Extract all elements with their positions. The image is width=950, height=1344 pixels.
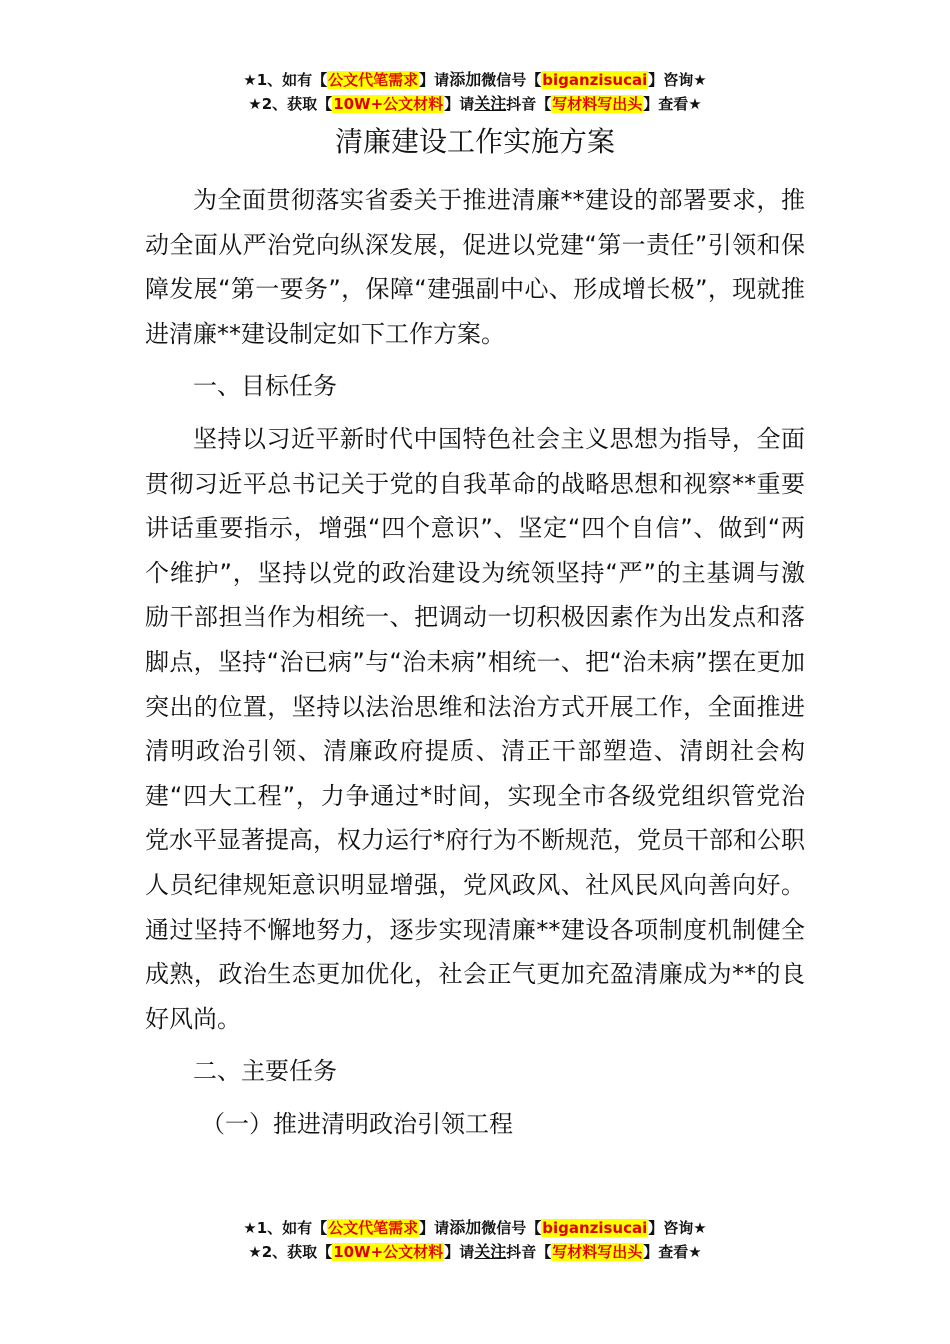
footer-ad-line1-emphasis: 添加 <box>449 1218 482 1237</box>
section-1-paragraph: 坚持以习近平新时代中国特色社会主义思想为指导，全面贯彻习近平总书记关于党的自我革命的战略思想和视察**重要讲话重要指示，增强“四个意识”、坚定“四个自信”、做到“两个维护”，坚持以党的政治建设为统领坚持“严”的主基调与激励干部担当作为相统一、把调动一切积极因素作为出发点和落脚点，坚持“治已病”与“治未病”相统一、把“治未病”摆在更加突出的位置，坚持以法治思维和法治方式开展工作，全面推进清明政治引领、清廉政府提质、清正干部塑造、清朗社会构建“四大工程”，力争通过*时间，实现全市各级党组织管党治党水平显著提高，权力运行*府行为不断规范，党员干部和公职人员纪律规矩意识明显增强，党风政风、社风民风向善向好。通过坚持不懈地努力，逐步实现清廉**建设各项制度机制健全成熟，政治生态更加优化，社会正气更加充盈清廉成为**的良好风尚。 <box>145 424 805 1033</box>
footer-ad-line1-highlight-wechat: biganzisucai <box>542 1219 648 1237</box>
intro-paragraph: 为全面贯彻落实省委关于推进清廉**建设的部署要求，推动全面从严治党向纵深发展，促进以党建“第一责任”引领和保障发展“第一要务”，保障“建强副中心、形成增长极”，现就推进清廉**建设制定如下工作方案。 <box>145 186 805 348</box>
footer-ad-line1-highlight-service: 公文代笔需求 <box>328 1219 419 1237</box>
section-2-heading: 二、主要任务 <box>193 1057 337 1086</box>
footer-ad-line-1 <box>0 1216 950 1240</box>
footer-ad-line2-suffix: 】查看★ <box>643 1243 702 1261</box>
ad-line-1 <box>0 68 950 92</box>
ad-line2-emphasis: 关注 <box>474 94 507 113</box>
ad-line2-highlight-materials: 10W+公文材料 <box>333 95 444 113</box>
document-title: 清廉建设工作实施方案 <box>334 125 615 158</box>
subsection-1-heading: （一）推进清明政治引领工程 <box>201 1109 513 1138</box>
footer-ad-notice <box>0 1216 950 1264</box>
header-ad-notice <box>0 68 950 116</box>
ad-line2-mid1: 】请 <box>444 95 475 113</box>
footer-ad-line1-prefix: ★1、如有【 <box>243 1219 328 1237</box>
ad-line2-highlight-douyin: 写材料写出头 <box>552 95 643 113</box>
ad-line2-mid2: 抖音【 <box>506 95 552 113</box>
document-body <box>145 178 805 1146</box>
ad-line1-mid1: 】请 <box>419 71 450 89</box>
ad-line1-highlight-wechat: biganzisucai <box>542 71 648 89</box>
ad-line-2 <box>0 92 950 116</box>
ad-line1-prefix: ★1、如有【 <box>243 71 328 89</box>
ad-line1-emphasis: 添加 <box>449 70 482 89</box>
footer-ad-line2-mid2: 抖音【 <box>506 1243 552 1261</box>
ad-line1-mid2: 微信号【 <box>481 71 542 89</box>
footer-ad-line2-prefix: ★2、获取【 <box>248 1243 333 1261</box>
footer-ad-line2-highlight-douyin: 写材料写出头 <box>552 1243 643 1261</box>
ad-line2-prefix: ★2、获取【 <box>248 95 333 113</box>
ad-line1-highlight-service: 公文代笔需求 <box>328 71 419 89</box>
footer-ad-line1-mid1: 】请 <box>419 1219 450 1237</box>
section-1-heading: 一、目标任务 <box>193 372 337 401</box>
footer-ad-line2-mid1: 】请 <box>444 1243 475 1261</box>
footer-ad-line1-mid2: 微信号【 <box>481 1219 542 1237</box>
footer-ad-line-2 <box>0 1240 950 1264</box>
ad-line1-suffix: 】咨询★ <box>648 71 707 89</box>
footer-ad-line2-highlight-materials: 10W+公文材料 <box>333 1243 444 1261</box>
footer-ad-line1-suffix: 】咨询★ <box>648 1219 707 1237</box>
ad-line2-suffix: 】查看★ <box>643 95 702 113</box>
footer-ad-line2-emphasis: 关注 <box>474 1242 507 1261</box>
